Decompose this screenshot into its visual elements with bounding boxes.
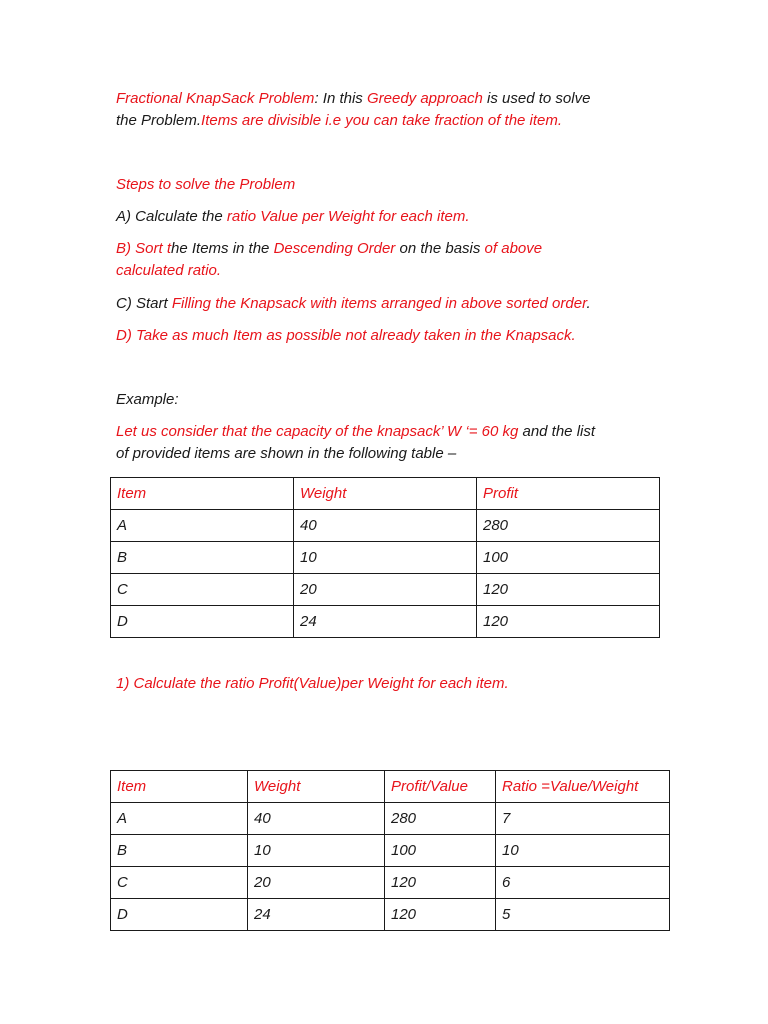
cell-ratio: 6 bbox=[496, 867, 670, 899]
cell-profit: 100 bbox=[477, 542, 660, 574]
table-header-row bbox=[111, 478, 660, 510]
greedy-approach-text: Greedy approach bbox=[366, 90, 483, 107]
header-profit-value: Profit/Value bbox=[385, 771, 496, 803]
example-line-2 bbox=[116, 444, 456, 464]
header-weight: Weight bbox=[248, 771, 385, 803]
cell-profit-value: 120 bbox=[385, 867, 496, 899]
step-b-highlight: calculated ratio. bbox=[116, 262, 222, 279]
header-item: Item bbox=[111, 771, 248, 803]
cell-item: B bbox=[111, 542, 294, 574]
cell-profit-value: 280 bbox=[385, 803, 496, 835]
header-ratio: Ratio =Value/Weight bbox=[496, 771, 670, 803]
cell-item: D bbox=[111, 606, 294, 638]
step-a bbox=[116, 207, 470, 227]
step-c bbox=[116, 294, 591, 314]
cell-ratio: 7 bbox=[496, 803, 670, 835]
cell-profit: 280 bbox=[477, 510, 660, 542]
cell-weight: 40 bbox=[248, 803, 385, 835]
table-row bbox=[111, 803, 670, 835]
table-row bbox=[111, 899, 670, 931]
table-row bbox=[111, 510, 660, 542]
step-c-text: C) Start bbox=[116, 295, 172, 312]
table-row bbox=[111, 574, 660, 606]
intro-line-1 bbox=[116, 89, 590, 109]
example-line-1 bbox=[116, 422, 595, 442]
cell-ratio: 10 bbox=[496, 835, 670, 867]
steps-heading: Steps to solve the Problem bbox=[116, 176, 296, 193]
intro-line-2 bbox=[116, 111, 562, 131]
items-table bbox=[110, 477, 660, 638]
cell-weight: 20 bbox=[248, 867, 385, 899]
example-label: Example: bbox=[116, 391, 179, 408]
step-b-text: he Items in the bbox=[171, 240, 274, 257]
header-item: Item bbox=[111, 478, 294, 510]
cell-item: D bbox=[111, 899, 248, 931]
cell-weight: 24 bbox=[294, 606, 477, 638]
header-profit: Profit bbox=[477, 478, 660, 510]
step-1-heading: 1) Calculate the ratio Profit(Value)per Weight for each item. bbox=[116, 675, 509, 692]
step-b-highlight: Descending Order bbox=[273, 240, 396, 257]
cell-item: C bbox=[111, 574, 294, 606]
intro-text: the Problem. bbox=[116, 112, 202, 129]
cell-profit: 120 bbox=[477, 606, 660, 638]
example-text: of provided items are shown in the following table – bbox=[116, 445, 457, 462]
cell-item: B bbox=[111, 835, 248, 867]
cell-weight: 40 bbox=[294, 510, 477, 542]
cell-item: C bbox=[111, 867, 248, 899]
intro-text: : In this bbox=[314, 90, 367, 107]
ratio-table bbox=[110, 770, 670, 931]
cell-weight: 10 bbox=[248, 835, 385, 867]
cell-weight: 20 bbox=[294, 574, 477, 606]
step-b-text: on the basis bbox=[395, 240, 485, 257]
cell-profit-value: 100 bbox=[385, 835, 496, 867]
step-b-line-2 bbox=[116, 261, 221, 281]
step-b-line-1 bbox=[116, 239, 542, 259]
step-a-text: A) Calculate the bbox=[116, 208, 227, 225]
title-text: Fractional KnapSack Problem bbox=[116, 90, 315, 107]
table-row bbox=[111, 542, 660, 574]
intro-text: is used to solve bbox=[482, 90, 591, 107]
step-d-text: D) Take as much Item as possible not already taken in the Knapsack. bbox=[116, 327, 576, 344]
cell-weight: 24 bbox=[248, 899, 385, 931]
cell-profit: 120 bbox=[477, 574, 660, 606]
divisible-text: Items are divisible i.e you can take fraction of the item. bbox=[201, 112, 563, 129]
step-b-text: B) Sort t bbox=[116, 240, 172, 257]
cell-profit-value: 120 bbox=[385, 899, 496, 931]
table-row bbox=[111, 835, 670, 867]
step-c-text: . bbox=[586, 295, 591, 312]
cell-item: A bbox=[111, 510, 294, 542]
header-weight: Weight bbox=[294, 478, 477, 510]
step-a-highlight: ratio Value per Weight for each item. bbox=[226, 208, 470, 225]
table-row bbox=[111, 606, 660, 638]
step-b-highlight: of above bbox=[484, 240, 543, 257]
table-header-row bbox=[111, 771, 670, 803]
cell-item: A bbox=[111, 803, 248, 835]
step-d bbox=[116, 326, 576, 346]
cell-ratio: 5 bbox=[496, 899, 670, 931]
cell-weight: 10 bbox=[294, 542, 477, 574]
example-highlight: Let us consider that the capacity of the knapsack’ W ‘= 60 kg bbox=[116, 423, 519, 440]
step-c-highlight: Filling the Knapsack with items arranged in above sorted order bbox=[171, 295, 587, 312]
table-row bbox=[111, 867, 670, 899]
example-text: and the list bbox=[518, 423, 596, 440]
